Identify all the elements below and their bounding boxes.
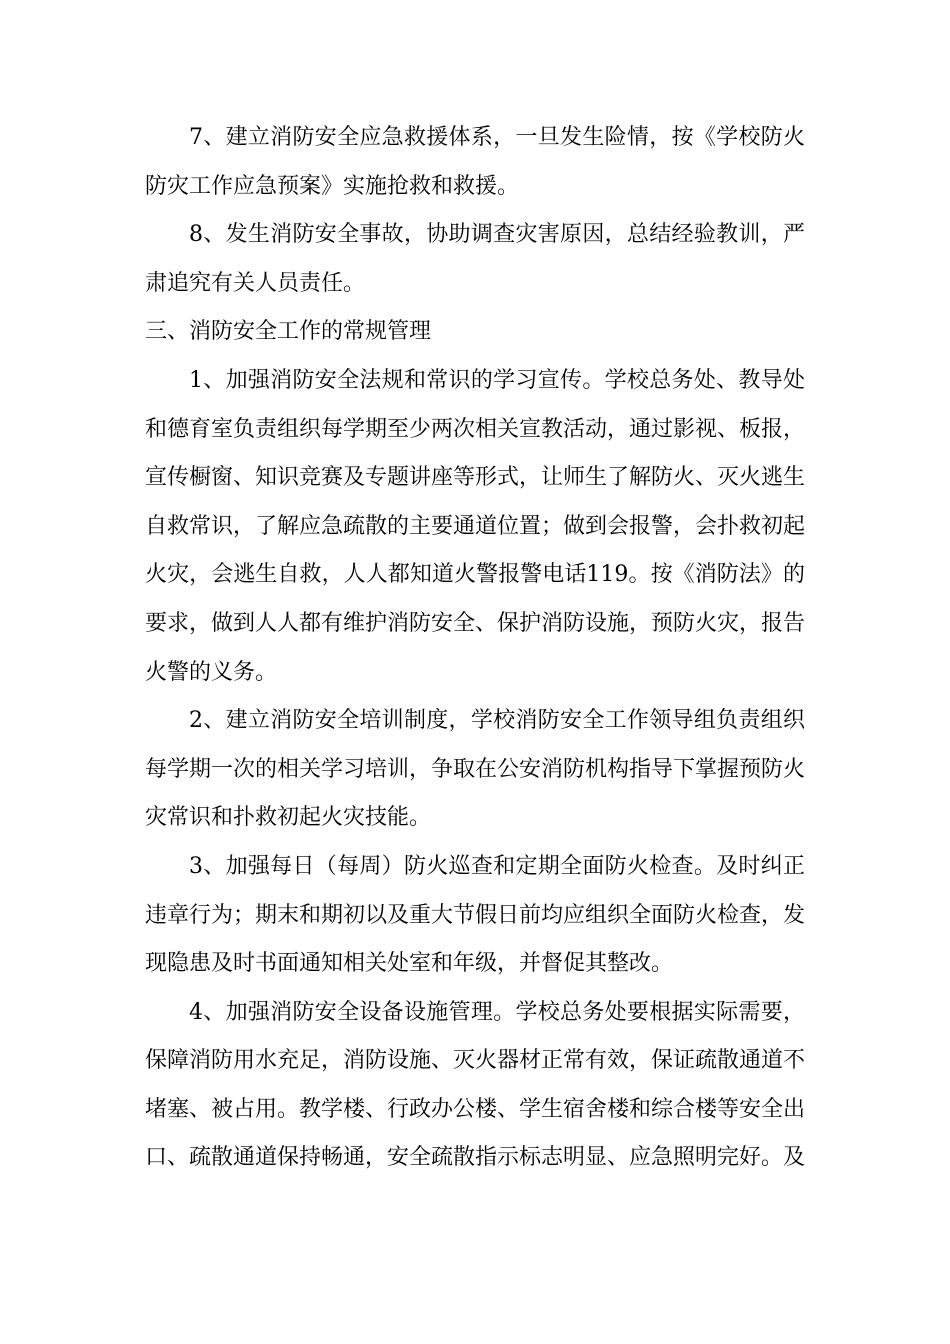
paragraph-item-3: 3、加强每日（每周）防火巡查和定期全面防火检查。及时纠正违章行为；期末和期初以及重大节假日前均应组织全面防火检查，发现隐患及时书面通知相关处室和年级，并督促其整改。	[145, 853, 806, 977]
section-heading-routine-management: 三、消防安全工作的常规管理	[145, 319, 432, 345]
paragraph-item-2: 2、建立消防安全培训制度，学校消防安全工作领导组负责组织每学期一次的相关学习培训，争取在公安消防机构指导下掌握预防火灾常识和扑救初起火灾技能。	[145, 708, 806, 831]
paragraph-item-4: 4、加强消防安全设备设施管理。学校总务处要根据实际需要，保障消防用水充足，消防设施、灭火器材正常有效，保证疏散通道不堵塞、被占用。教学楼、行政办公楼、学生宿舍楼和综合楼等安全出口、疏散通道保持畅通，安全疏散指示标志明显、应急照明完好。及	[145, 999, 806, 1171]
document-page	[145, 114, 805, 1183]
paragraph-item-7: 7、建立消防安全应急救援体系，一旦发生险情，按《学校防火防灾工作应急预案》实施抢救和救援。	[145, 125, 805, 199]
paragraph-item-1: 1、加强消防安全法规和常识的学习宣传。学校总务处、教导处和德育室负责组织每学期至少两次相关宣教活动，通过影视、板报，宣传橱窗、知识竞赛及专题讲座等形式，让师生了解防火、灭火逃生自救常识，了解应急疏散的主要通道位置；做到会报警，会扑救初起火灾，会逃生自救，人人都知道火警报警电话119。按《消防法》的要求，做到人人都有维护消防安全、保护消防设施，预防火灾，报告火警的义务。	[145, 367, 806, 685]
paragraph-item-8: 8、发生消防安全事故，协助调查灾害原因，总结经验教训，严肃追究有关人员责任。	[145, 222, 805, 296]
